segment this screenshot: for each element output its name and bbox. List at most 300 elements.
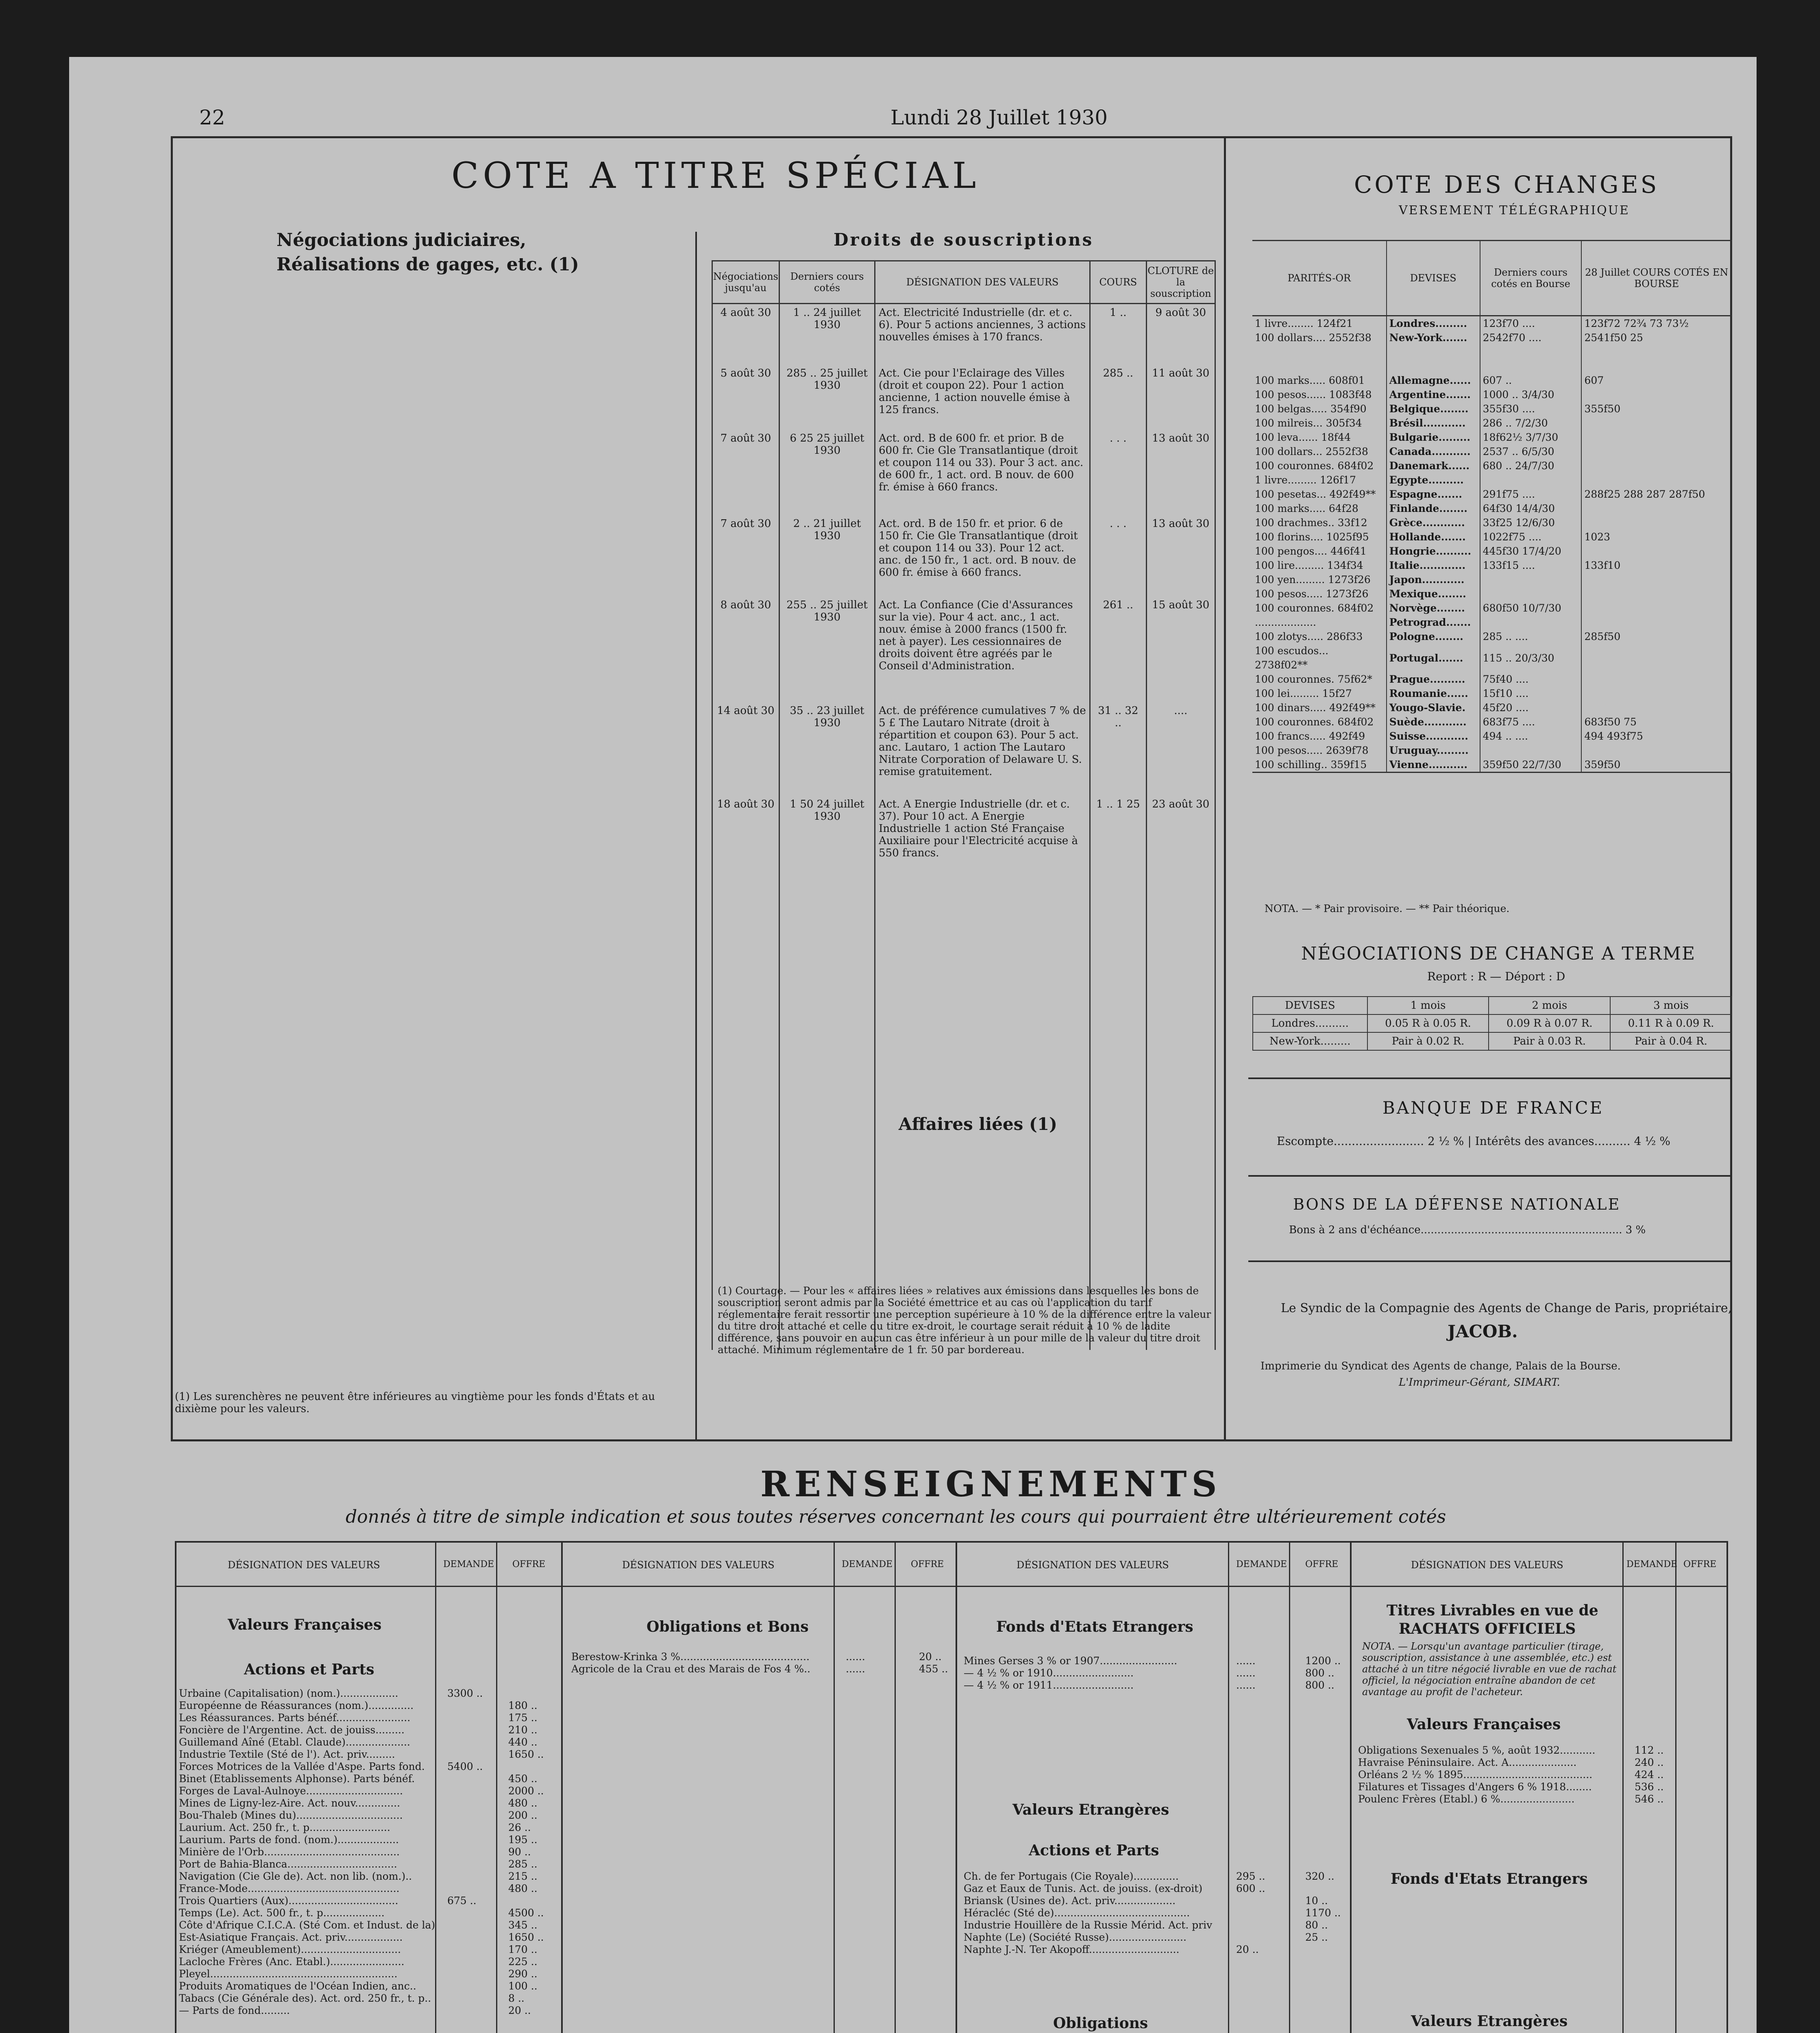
droits-cell-cloture: 11 août 30 (1146, 365, 1215, 430)
changes-cell (1581, 743, 1732, 757)
changes-cell: Mexique........ (1387, 587, 1480, 601)
rens-offre: 1170 .. (1305, 1907, 1341, 1919)
section-fonds-etats: Fonds d'Etats Etrangers (1391, 1870, 1588, 1887)
droits-empty-cell (1146, 889, 1215, 1350)
changes-cell: 100 schilling.. 359f15 (1252, 757, 1387, 773)
changes-row (1252, 416, 1732, 430)
changes-cell: 15f10 .... (1480, 686, 1582, 701)
changes-row (1252, 729, 1732, 743)
changes-header-parites: PARITÉS-OR (1252, 241, 1387, 316)
changes-cell: Roumanie...... (1387, 686, 1480, 701)
changes-cell: 2537 .. 6/5/30 (1480, 444, 1582, 459)
section-fonds-etats: Fonds d'Etats Etrangers (996, 1618, 1193, 1635)
droits-empty-cell (712, 889, 779, 1350)
changes-row (1252, 316, 1732, 331)
changes-cell: 100 yen......... 1273f26 (1252, 572, 1387, 587)
rens-header-offre: OFFRE (1683, 1559, 1717, 1569)
changes-row (1252, 402, 1732, 416)
changes-cell: 100 pengos.... 446f41 (1252, 544, 1387, 558)
changes-cell (1480, 587, 1582, 601)
changes-row (1252, 701, 1732, 715)
changes-cell: 2542f70 .... (1480, 331, 1582, 345)
rens-desig: Héracléc (Sté de).......................................... (964, 1907, 1190, 1919)
rens-title: RENSEIGNEMENTS (760, 1464, 1222, 1505)
terme-sub: Report : R — Déport : D (1427, 970, 1565, 983)
rens-demande: 600 .. (1236, 1883, 1265, 1894)
syndic-name: JACOB. (1448, 1321, 1518, 1341)
changes-cell: Canada........... (1387, 444, 1480, 459)
changes-row (1252, 444, 1732, 459)
droits-row (712, 304, 1215, 365)
section-valeurs-etrangeres: Valeurs Etrangères (1411, 2013, 1568, 2030)
changes-row (1252, 572, 1732, 587)
changes-cell: Norvège........ (1387, 601, 1480, 615)
changes-cell: Yougo-Slavie. (1387, 701, 1480, 715)
droits-cell-cours: 31 .. 32 .. (1090, 702, 1146, 796)
rens-desig: Est-Asiatique Français. Act. priv.................. (179, 1931, 403, 1943)
changes-cell: Hongrie.......... (1387, 544, 1480, 558)
droits-cell-cloture: 13 août 30 (1146, 430, 1215, 515)
rens-subtitle: donnés à titre de simple indication et sous toutes réserves concernant les cours qui pourraient être ultérieurement cotés (346, 1506, 1446, 1527)
changes-cell (1581, 601, 1732, 615)
changes-cell: Bulgarie......... (1387, 430, 1480, 444)
note-surencheres: (1) Les surenchères ne peuvent être inférieures au vingtième pour les fonds d'États et au dixième pour les valeurs. (175, 1391, 655, 1415)
changes-cell: 286 .. 7/2/30 (1480, 416, 1582, 430)
changes-cell: 100 zlotys..... 286f33 (1252, 629, 1387, 644)
rens-offre: 800 .. (1305, 1679, 1335, 1691)
terme-cell: Pair à 0.02 R. (1367, 1032, 1489, 1050)
section-rachats-officiels: RACHATS OFFICIELS (1399, 1620, 1576, 1637)
rens-desig: Obligations Sexenuales 5 %, août 1932........... (1358, 1744, 1596, 1756)
changes-cell: 607 .. (1480, 373, 1582, 387)
changes-cell: Belgique........ (1387, 402, 1480, 416)
imprimerie-line: Imprimerie du Syndicat des Agents de change, Palais de la Bourse. (1261, 1360, 1621, 1372)
rens-desig: Industrie Textile (Sté de l'). Act. priv......... (179, 1748, 395, 1760)
rens-offre: 10 .. (1305, 1895, 1328, 1907)
droits-row (712, 596, 1215, 702)
rens-demande: 675 .. (447, 1895, 477, 1907)
changes-cell: 100 marks..... 64f28 (1252, 501, 1387, 516)
changes-row (1252, 644, 1732, 672)
changes-cell: 359f50 22/7/30 (1480, 757, 1582, 773)
section-valeurs-francaises: Valeurs Françaises (228, 1616, 382, 1633)
changes-empty-cell (1581, 345, 1732, 373)
terme-header-3mois: 3 mois (1610, 997, 1732, 1014)
rens-offre: 450 .. (508, 1773, 538, 1785)
changes-cell: 1 livre......... 126f17 (1252, 473, 1387, 487)
changes-cell (1581, 459, 1732, 473)
droits-cell-cloture: 23 août 30 (1146, 796, 1215, 889)
rens-offre: 320 .. (1305, 1870, 1335, 1882)
changes-header-devises: DEVISES (1387, 241, 1480, 316)
changes-cell: 100 couronnes. 684f02 (1252, 459, 1387, 473)
rens-header-desig: DÉSIGNATION DES VALEURS (622, 1559, 775, 1571)
terme-title: NÉGOCIATIONS DE CHANGE A TERME (1301, 943, 1696, 964)
rens-offre: 455 .. (919, 1663, 948, 1675)
section-obligations-bons: Obligations et Bons (647, 1618, 809, 1635)
changes-cell (1581, 501, 1732, 516)
neg-judiciaires-1: Négociations judiciaires, (276, 230, 527, 250)
changes-cell: Petrograd....... (1387, 615, 1480, 629)
rens-desig: Agricole de la Crau et des Marais de Fos 4 %.. (571, 1663, 810, 1675)
rens-offre: 1650 .. (508, 1748, 544, 1760)
changes-cell (1581, 701, 1732, 715)
rens-offre: 195 .. (508, 1834, 538, 1846)
changes-cell: Portugal....... (1387, 644, 1480, 672)
droits-cell-desig: Act. ord. B de 150 fr. et prior. 6 de 150 fr. Cie Gle Transatlantique (droit et coupon 114 ou 33). Pour 12 act. anc. de 150 fr., 1 act. ord. B nouv. de 600 fr. émise à 660 francs. (875, 515, 1090, 596)
rens-desig: Européenne de Réassurances (nom.).............. (179, 1700, 414, 1711)
changes-cell: Allemagne...... (1387, 373, 1480, 387)
changes-header-cours: 28 Juillet COURS COTÉS EN BOURSE (1581, 241, 1732, 316)
changes-cell: 133f15 .... (1480, 558, 1582, 572)
terme-cell: Londres.......... (1253, 1014, 1367, 1032)
droits-cell-nego: 14 août 30 (712, 702, 779, 796)
droits-cell-dernier: 285 .. 25 juillet 1930 (779, 365, 875, 430)
rens-offre: 200 .. (508, 1809, 538, 1821)
changes-cell (1581, 644, 1732, 672)
rens-offre: 345 .. (508, 1919, 538, 1931)
page-date: Lundi 28 Juillet 1930 (890, 106, 1108, 129)
section-actions-parts: Actions et Parts (244, 1661, 374, 1678)
changes-cell: 75f40 .... (1480, 672, 1582, 686)
droits-cell-nego: 18 août 30 (712, 796, 779, 889)
changes-cell: 18f62½ 3/7/30 (1480, 430, 1582, 444)
droits-cell-dernier: 1 .. 24 juillet 1930 (779, 304, 875, 365)
changes-cell: 123f70 .... (1480, 316, 1582, 331)
syndic-line: Le Syndic de la Compagnie des Agents de Change de Paris, propriétaire, (1281, 1301, 1732, 1315)
terme-cell: Pair à 0.03 R. (1489, 1032, 1610, 1050)
changes-cell: 100 pesos...... 1083f48 (1252, 387, 1387, 402)
rens-offre: 210 .. (508, 1724, 538, 1736)
rens-offre: 170 .. (508, 1944, 538, 1955)
rens-desig: Minière de l'Orb.......................................... (179, 1846, 400, 1858)
droits-cell-desig: Act. ord. B de 600 fr. et prior. B de 600 fr. Cie Gle Transatlantique (droit et coupon 114 ou 33). Pour 3 act. anc. de 600 fr., 1 act. ord. B nouv. de 600 fr. émise à 660 francs. (875, 430, 1090, 515)
droits-cell-dernier: 255 .. 25 juillet 1930 (779, 596, 875, 702)
changes-cell: 100 couronnes. 75f62* (1252, 672, 1387, 686)
changes-cell: 445f30 17/4/20 (1480, 544, 1582, 558)
rens-desig: Bou-Thaleb (Mines du)................................. (179, 1809, 403, 1821)
changes-cell: 100 dinars..... 492f49** (1252, 701, 1387, 715)
changes-row (1252, 473, 1732, 487)
changes-cell: 100 couronnes. 684f02 (1252, 715, 1387, 729)
changes-cell (1581, 572, 1732, 587)
rens-desig: Havraise Péninsulaire. Act. A..................... (1358, 1757, 1577, 1768)
changes-title: COTE DES CHANGES (1354, 171, 1659, 198)
section-titres-livrables: Titres Livrables en vue de (1387, 1602, 1598, 1619)
rens-desig: Côte d'Afrique C.I.C.A. (Sté Com. et Indust. de la) (179, 1919, 435, 1931)
changes-cell: ................... (1252, 615, 1387, 629)
droits-empty-cell (779, 889, 875, 1350)
changes-nota: NOTA. — * Pair provisoire. — ** Pair théorique. (1265, 903, 1510, 914)
changes-cell: 100 florins.... 1025f95 (1252, 530, 1387, 544)
cote-titre-title: COTE A TITRE SPÉCIAL (451, 155, 980, 196)
rens-header-demande: DEMANDE (842, 1559, 893, 1569)
rens-demande: 240 .. (1635, 1757, 1664, 1768)
rens-offre: 90 .. (508, 1846, 531, 1858)
rens-desig: Briansk (Usines de). Act. priv................... (964, 1895, 1176, 1907)
changes-cell: 100 pesos..... 2639f78 (1252, 743, 1387, 757)
changes-subtitle: VERSEMENT TÉLÉGRAPHIQUE (1399, 203, 1630, 218)
rens-demande: ...... (1236, 1667, 1256, 1679)
droits-row (712, 365, 1215, 430)
rens-desig: Poulenc Frères (Etabl.) 6 %....................... (1358, 1793, 1575, 1805)
changes-cell: 100 drachmes.. 33f12 (1252, 516, 1387, 530)
rens-demande: ...... (846, 1663, 865, 1675)
droits-row (712, 796, 1215, 889)
changes-row (1252, 715, 1732, 729)
changes-row (1252, 487, 1732, 501)
neg-judiciaires-2: Réalisations de gages, etc. (1) (276, 254, 579, 275)
rens-desig: — 4 ½ % or 1911......................... (964, 1679, 1134, 1691)
imprimeur-line: L'Imprimeur-Gérant, SIMART. (1399, 1376, 1560, 1389)
droits-cell-cloture: 9 août 30 (1146, 304, 1215, 365)
changes-cell (1581, 587, 1732, 601)
changes-cell: 133f10 (1581, 558, 1732, 572)
changes-cell (1480, 615, 1582, 629)
rens-offre: 8 .. (508, 1992, 525, 2004)
changes-row (1252, 373, 1732, 387)
changes-row (1252, 672, 1732, 686)
changes-cell: 683f50 75 (1581, 715, 1732, 729)
changes-cell (1480, 473, 1582, 487)
changes-cell: 100 couronnes. 684f02 (1252, 601, 1387, 615)
changes-row (1252, 601, 1732, 615)
changes-row (1252, 501, 1732, 516)
rens-desig: Naphte (Le) (Société Russe)........................ (964, 1931, 1186, 1943)
rens-desig: Tabacs (Cie Générale des). Act. ord. 250 fr., t. p.. (179, 1992, 431, 2004)
rens-offre: 100 .. (508, 1980, 538, 1992)
droits-header-desig: DÉSIGNATION DES VALEURS (875, 261, 1090, 304)
rens-desig: Navigation (Cie Gle de). Act. non lib. (nom.).. (179, 1870, 412, 1882)
affaires-liees: Affaires liées (1) (899, 1114, 1057, 1134)
changes-empty-cell (1480, 345, 1582, 373)
changes-empty-cell (1387, 345, 1480, 373)
changes-row (1252, 587, 1732, 601)
rens-header-demande: DEMANDE (1626, 1559, 1678, 1569)
changes-cell: 2541f50 25 (1581, 331, 1732, 345)
changes-cell: Londres......... (1387, 316, 1480, 331)
rens-header-demande: DEMANDE (443, 1559, 494, 1569)
changes-row (1252, 686, 1732, 701)
changes-cell: Egypte.......... (1387, 473, 1480, 487)
rens-offre: 20 .. (919, 1651, 942, 1663)
changes-cell: 288f25 288 287 287f50 (1581, 487, 1732, 501)
changes-cell (1581, 544, 1732, 558)
changes-cell: 33f25 12/6/30 (1480, 516, 1582, 530)
droits-cell-desig: Act. de préférence cumulatives 7 % de 5 £ The Lautaro Nitrate (droit à répartition et coupon 63). Pour 5 act. anc. Lautaro, 1 action The Lautaro Nitrate Corporation of Delaware U. S. remise gratuitement. (875, 702, 1090, 796)
rachats-nota: NOTA. — Lorsqu'un avantage particulier (tirage, souscription, assistance à une assemblée, etc.) est attaché à un titre négocié livrable en vue de rachat officiel, la négociation entraîne abandon de cet avantage au profit de l'acheteur. (1362, 1641, 1617, 1698)
droits-cell-cours: 261 .. (1090, 596, 1146, 702)
rens-offre: 215 .. (508, 1870, 538, 1882)
changes-cell: Espagne....... (1387, 487, 1480, 501)
rens-desig: Trois Quartiers (Aux).................................. (179, 1895, 398, 1907)
terme-cell: 0.09 R à 0.07 R. (1489, 1014, 1610, 1032)
droits-header-nego: Négociations jusqu'au (712, 261, 779, 304)
droits-header-dernier: Derniers cours cotés (779, 261, 875, 304)
changes-cell: 607 (1581, 373, 1732, 387)
changes-empty-cell (1252, 345, 1387, 373)
rens-desig: France-Mode............................................... (179, 1883, 400, 1894)
changes-cell: Italie............. (1387, 558, 1480, 572)
terme-header-2mois: 2 mois (1489, 997, 1610, 1014)
droits-title: Droits de souscriptions (834, 230, 1094, 250)
rens-offre: 20 .. (508, 2005, 531, 2016)
changes-cell: Grèce............ (1387, 516, 1480, 530)
rens-desig: Foncière de l'Argentine. Act. de jouiss......... (179, 1724, 405, 1736)
rens-offre: 285 .. (508, 1858, 538, 1870)
rens-desig: Pleyel.......................................................... (179, 1968, 398, 1980)
rens-desig: Ch. de fer Portugais (Cie Royale).............. (964, 1870, 1179, 1882)
rens-offre: 25 .. (1305, 1931, 1328, 1943)
changes-row (1252, 516, 1732, 530)
changes-cell (1581, 444, 1732, 459)
changes-cell: Suisse............ (1387, 729, 1480, 743)
droits-cell-cloture: 15 août 30 (1146, 596, 1215, 702)
changes-cell: 123f72 72¾ 73 73½ (1581, 316, 1732, 331)
changes-cell: 100 milreis... 305f34 (1252, 416, 1387, 430)
changes-cell: 100 pesetas... 492f49** (1252, 487, 1387, 501)
droits-cell-dernier: 35 .. 23 juillet 1930 (779, 702, 875, 796)
rens-desig: Urbaine (Capitalisation) (nom.).................. (179, 1687, 398, 1699)
droits-cell-dernier: 6 25 25 juillet 1930 (779, 430, 875, 515)
droits-cell-cours: . . . (1090, 430, 1146, 515)
changes-cell (1581, 615, 1732, 629)
rens-desig: Berestow-Krinka 3 %........................................ (571, 1651, 810, 1663)
changes-cell (1581, 686, 1732, 701)
changes-cell: 494 493f75 (1581, 729, 1732, 743)
droits-cell-nego: 7 août 30 (712, 430, 779, 515)
rens-demande: 112 .. (1635, 1744, 1664, 1756)
changes-cell: 45f20 .... (1480, 701, 1582, 715)
terme-cell: Pair à 0.04 R. (1610, 1032, 1732, 1050)
rens-header-desig: DÉSIGNATION DES VALEURS (1017, 1559, 1169, 1571)
changes-cell (1581, 473, 1732, 487)
droits-empty-cell (1090, 889, 1146, 1350)
rens-demande: 20 .. (1236, 1944, 1259, 1955)
rens-desig: — 4 ½ % or 1910......................... (964, 1667, 1134, 1679)
changes-cell: 494 .. .... (1480, 729, 1582, 743)
section-valeurs-francaises: Valeurs Françaises (1407, 1716, 1561, 1733)
changes-row (1252, 387, 1732, 402)
rens-desig: Laurium. Parts de fond. (nom.)................... (179, 1834, 399, 1846)
changes-row (1252, 615, 1732, 629)
rens-desig: — Parts de fond......... (179, 2005, 290, 2016)
rens-desig: Forges de Laval-Aulnoye.............................. (179, 1785, 403, 1797)
bons-title: BONS DE LA DÉFENSE NATIONALE (1293, 1195, 1621, 1213)
droits-cell-desig: Act. Cie pour l'Eclairage des Villes (droit et coupon 22). Pour 1 action ancienne, 1 action nouvelle émise à 125 francs. (875, 365, 1090, 430)
rens-offre: 480 .. (508, 1797, 538, 1809)
droits-cell-desig: Act. La Confiance (Cie d'Assurances sur la vie). Pour 4 act. anc., 1 act. nouv. émise à 2000 francs (1500 fr. net à payer). Les cessionnaires de droits doivent être agréés par le Conseil d'Administration. (875, 596, 1090, 702)
rens-desig: Mines de Ligny-lez-Aire. Act. nouv.............. (179, 1797, 401, 1809)
changes-cell: 100 lei......... 15f27 (1252, 686, 1387, 701)
changes-cell (1581, 416, 1732, 430)
changes-cell: 100 escudos... 2738f02** (1252, 644, 1387, 672)
rens-desig: Binet (Etablissements Alphonse). Parts bénéf. (179, 1773, 415, 1785)
changes-cell: 1000 .. 3/4/30 (1480, 387, 1582, 402)
changes-cell: 115 .. 20/3/30 (1480, 644, 1582, 672)
changes-cell: 100 belgas..... 354f90 (1252, 402, 1387, 416)
rens-offre: 4500 .. (508, 1907, 544, 1919)
changes-cell: 291f75 .... (1480, 487, 1582, 501)
changes-cell: 1022f75 .... (1480, 530, 1582, 544)
changes-cell: 683f75 .... (1480, 715, 1582, 729)
rens-offre: 26 .. (508, 1822, 531, 1833)
rens-desig: Industrie Houillère de la Russie Mérid. Act. priv (964, 1919, 1213, 1931)
changes-cell: Uruguay......... (1387, 743, 1480, 757)
terme-cell: New-York......... (1253, 1032, 1367, 1050)
rens-desig: Les Réassurances. Parts bénéf....................... (179, 1712, 411, 1724)
rens-desig: Forces Motrices de la Vallée d'Aspe. Parts fond. (179, 1761, 425, 1772)
changes-cell: 285 .. .... (1480, 629, 1582, 644)
rens-header-desig: DÉSIGNATION DES VALEURS (1411, 1559, 1563, 1571)
droits-row (712, 430, 1215, 515)
droits-cell-cours: 1 .. 1 25 (1090, 796, 1146, 889)
changes-cell: 100 lire......... 134f34 (1252, 558, 1387, 572)
rens-header-offre: OFFRE (911, 1559, 944, 1569)
rens-desig: Port de Bahia-Blanca.................................. (179, 1858, 397, 1870)
rens-demande: 536 .. (1635, 1781, 1664, 1793)
courtage-note: (1) Courtage. — Pour les « affaires liées » relatives aux émissions dans lesquelles les bons de souscription seront admis par la Société émettrice et au cas où l'application du tarif réglementaire ferait ressortir une perception supérieure à 10 % de la différence entre la valeur du titre droit attaché et celle du titre ex-droit, le courtage serait réduit à 10 % de ladite différence, sans pouvoir en aucun cas être inférieur à un pour mille de la valeur du titre droit attaché. Minimum réglementaire de 1 fr. 50 par bordereau. (718, 1285, 1211, 1356)
changes-row (1252, 743, 1732, 757)
changes-cell: 100 marks..... 608f01 (1252, 373, 1387, 387)
droits-cell-nego: 8 août 30 (712, 596, 779, 702)
rens-offre: 290 .. (508, 1968, 538, 1980)
changes-table (1252, 240, 1732, 773)
changes-cell: 355f30 .... (1480, 402, 1582, 416)
changes-row (1252, 558, 1732, 572)
changes-cell (1581, 430, 1732, 444)
changes-row (1252, 530, 1732, 544)
rens-demande: 295 .. (1236, 1870, 1265, 1882)
rens-header-offre: OFFRE (1305, 1559, 1339, 1569)
rens-header-offre: OFFRE (512, 1559, 546, 1569)
rens-offre: 1200 .. (1305, 1655, 1341, 1667)
droits-cell-nego: 4 août 30 (712, 304, 779, 365)
rens-desig: Gaz et Eaux de Tunis. Act. de jouiss. (ex-droit) (964, 1883, 1203, 1894)
changes-cell: Hollande....... (1387, 530, 1480, 544)
rens-desig: Mines Gerses 3 % or 1907........................ (964, 1655, 1178, 1667)
rens-desig: Temps (Le). Act. 500 fr., t. p................... (179, 1907, 385, 1919)
changes-cell: 285f50 (1581, 629, 1732, 644)
changes-cell: New-York....... (1387, 331, 1480, 345)
rens-offre: 80 .. (1305, 1919, 1328, 1931)
rens-offre: 800 .. (1305, 1667, 1335, 1679)
rens-offre: 2000 .. (508, 1785, 544, 1797)
terme-header-1mois: 1 mois (1367, 997, 1489, 1014)
changes-cell: 100 dollars... 2552f38 (1252, 444, 1387, 459)
changes-cell: Japon............ (1387, 572, 1480, 587)
droits-cell-nego: 7 août 30 (712, 515, 779, 596)
rens-offre: 175 .. (508, 1712, 538, 1724)
changes-cell (1480, 572, 1582, 587)
changes-cell: 680 .. 24/7/30 (1480, 459, 1582, 473)
rens-demande: 546 .. (1635, 1793, 1664, 1805)
droits-header-cours: COURS (1090, 261, 1146, 304)
page-number: 22 (199, 106, 225, 129)
changes-cell: 100 leva...... 18f44 (1252, 430, 1387, 444)
rens-header-demande: DEMANDE (1236, 1559, 1287, 1569)
changes-cell: 100 dollars.... 2552f38 (1252, 331, 1387, 345)
rens-header-desig: DÉSIGNATION DES VALEURS (228, 1559, 380, 1571)
droits-row (712, 702, 1215, 796)
changes-cell: 100 francs..... 492f49 (1252, 729, 1387, 743)
rens-desig: Naphte J.-N. Ter Akopoff............................ (964, 1944, 1180, 1955)
changes-cell (1581, 387, 1732, 402)
rens-desig: Orléans 2 ½ % 1895........................................ (1358, 1769, 1593, 1781)
terme-header-devises: DEVISES (1253, 997, 1367, 1014)
section-obligations: Obligations (1053, 2015, 1148, 2032)
changes-row (1252, 459, 1732, 473)
